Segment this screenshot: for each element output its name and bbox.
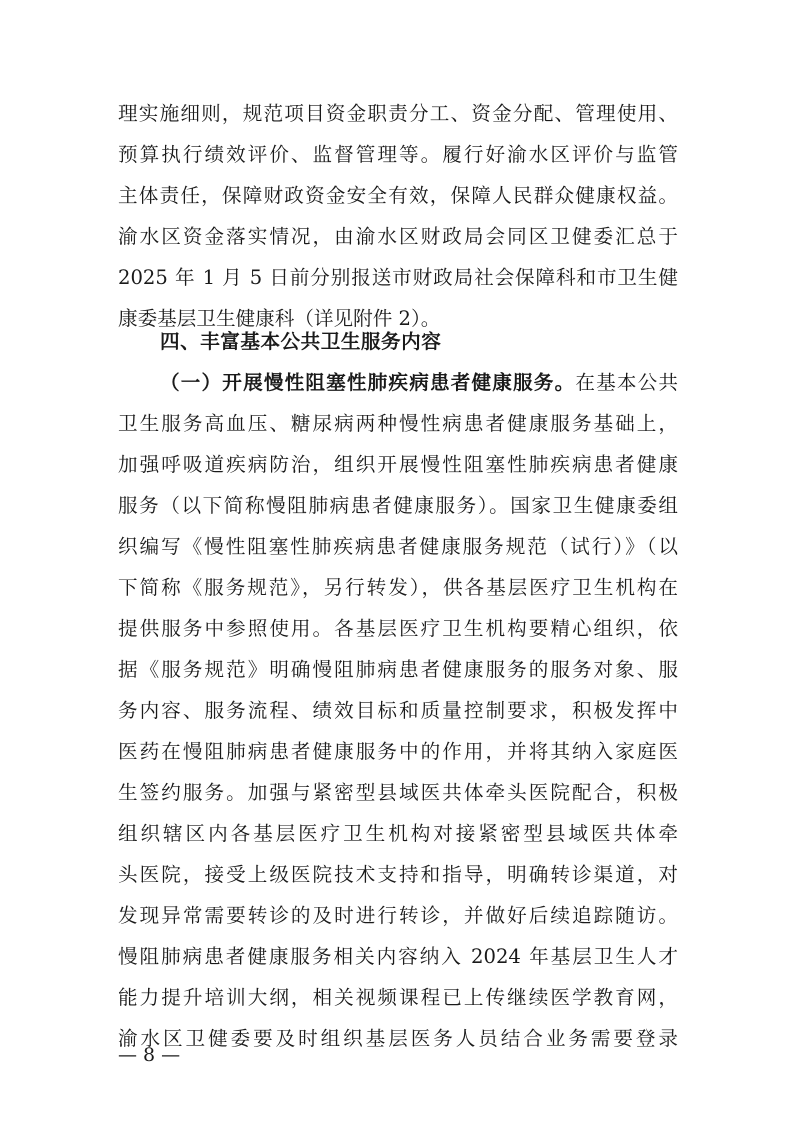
body-line-18: 生签约服务。加强与紧密型县域医共体牵头医院配合，积极: [118, 781, 678, 804]
body-line-20: 头医院，接受上级医院技术支持和指导，明确转诊渠道，对: [118, 863, 678, 886]
body-line-5: 2025 年 1 月 5 日前分别报送市财政局社会保障科和市卫生健: [118, 266, 678, 289]
body-line-24: 渝水区卫健委要及时组织基层医务人员结合业务需要登录: [118, 1027, 678, 1050]
body-line-2: 预算执行绩效评价、监督管理等。履行好渝水区评价与监管: [118, 143, 678, 166]
body-line-14: 提供服务中参照使用。各基层医疗卫生机构要精心组织，依: [118, 617, 678, 640]
body-line-21: 发现异常需要转诊的及时进行转诊，并做好后续追踪随访。: [118, 904, 678, 927]
body-line-16: 务内容、服务流程、绩效目标和质量控制要求，积极发挥中: [118, 699, 678, 722]
subheading-lead: （一）开展慢性阻塞性肺疾病患者健康服务。: [160, 371, 576, 394]
body-line-12: 织编写《慢性阻塞性肺疾病患者健康服务规范（试行）》（以: [118, 535, 678, 558]
body-line-3: 主体责任，保障财政资金安全有效，保障人民群众健康权益。: [118, 184, 678, 207]
body-line-10: 加强呼吸道疾病防治，组织开展慢性阻塞性肺疾病患者健康: [118, 453, 678, 476]
section-heading: 四、丰富基本公共卫生服务内容: [160, 330, 442, 353]
body-line-1: 理实施细则，规范项目资金职责分工、资金分配、管理使用、: [118, 102, 678, 125]
page-number: — 8 —: [118, 1044, 181, 1066]
subheading-rest: 在基本公共: [575, 371, 678, 394]
body-line-13: 下简称《服务规范》，另行转发），供各基层医疗卫生机构在: [118, 576, 678, 599]
body-line-15: 据《服务规范》明确慢阻肺病患者健康服务的服务对象、服: [118, 658, 678, 681]
body-line-22: 慢阻肺病患者健康服务相关内容纳入 2024 年基层卫生人才: [118, 945, 678, 968]
body-line-11: 服务（以下简称慢阻肺病患者健康服务）。国家卫生健康委组: [118, 494, 678, 517]
subheading-line: [160, 363, 678, 403]
body-line-9: 卫生服务高血压、糖尿病两种慢性病患者健康服务基础上，: [118, 412, 678, 435]
body-line-4: 渝水区资金落实情况，由渝水区财政局会同区卫健委汇总于: [118, 225, 678, 248]
body-line-23: 能力提升培训大纲，相关视频课程已上传继续医学教育网，: [118, 986, 678, 1009]
body-line-19: 组织辖区内各基层医疗卫生机构对接紧密型县域医共体牵: [118, 822, 678, 845]
body-line-17: 医药在慢阻肺病患者健康服务中的作用，并将其纳入家庭医: [118, 740, 678, 763]
body-line-6: 康委基层卫生健康科（详见附件 2）。: [118, 307, 441, 330]
